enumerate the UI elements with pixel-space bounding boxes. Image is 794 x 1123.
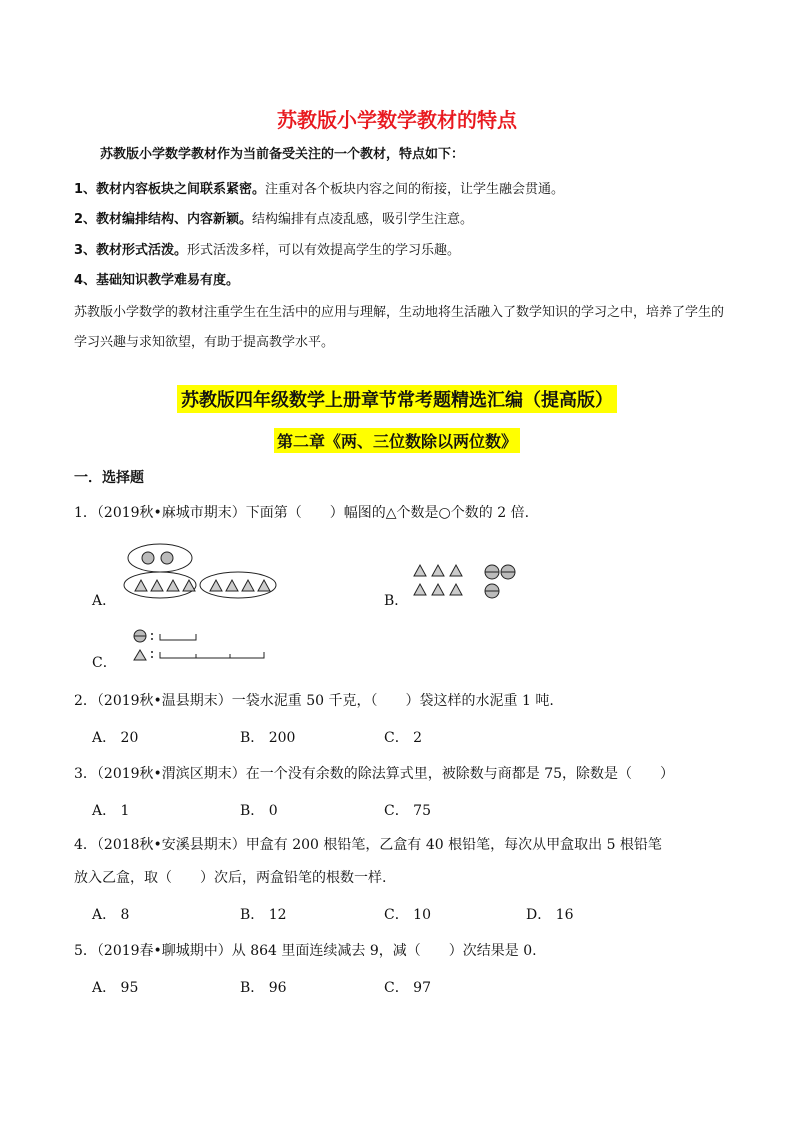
group-oval [128, 544, 192, 572]
triangle-icon [432, 565, 444, 576]
bar-segment [160, 634, 196, 640]
triangle-icon [242, 580, 254, 591]
triangle-icon [414, 584, 426, 595]
triangle-icon [151, 580, 163, 591]
question-2: 2．（2019秋•温县期末）一袋水泥重 50 千克，（ ）袋这样的水泥重 1 吨. [74, 693, 554, 709]
q2-option-a: A． 20 [92, 730, 139, 746]
q4-option-a: A． 8 [92, 907, 130, 923]
q1-option-a: A． [92, 593, 117, 609]
question-5: 5．（2019春•聊城期中）从 864 里面连续减去 9，减（ ）次结果是 0. [74, 943, 537, 959]
article-title: 苏教版小学数学教材的特点 [277, 108, 517, 132]
circle-icon [161, 552, 173, 564]
triangle-icon [167, 580, 179, 591]
section-heading: 一．选择题 [74, 470, 144, 486]
triangle-icon [210, 580, 222, 591]
question-4-continued: 放入乙盒，取（ ）次后，两盒铅笔的根数一样. [74, 870, 387, 886]
q5-option-a: A． 95 [92, 980, 139, 996]
q3-option-c: C． 75 [384, 803, 431, 819]
q5-option-c: C． 97 [384, 980, 431, 996]
q1-option-c: C． [92, 655, 117, 671]
triangle-icon [258, 580, 270, 591]
feature-text: 结构编排有点凌乱感，吸引学生注意。 [252, 212, 474, 227]
feature-item [74, 239, 460, 258]
exam-title: 苏教版四年级数学上册章节常考题精选汇编（提高版） [177, 385, 617, 413]
q2-option-b: B． 200 [240, 730, 296, 746]
feature-heading: 4、基础知识教学难易有度。 [74, 273, 240, 288]
article-intro: 苏教版小学数学教材作为当前备受关注的一个教材，特点如下： [100, 147, 465, 162]
triangle-icon [226, 580, 238, 591]
triangle-icon [414, 565, 426, 576]
colon-dot [151, 656, 153, 658]
circle-icon [142, 552, 154, 564]
feature-text: 注重对各个板块内容之间的衔接，让学生融会贯通。 [265, 182, 565, 197]
q5-option-b: B． 96 [240, 980, 287, 996]
triangle-icon [134, 650, 146, 660]
q4-option-d: D． 16 [526, 907, 574, 923]
q1-option-b: B． [384, 593, 409, 609]
q1-figure-b [408, 560, 518, 602]
triangle-icon [432, 584, 444, 595]
feature-item [74, 269, 239, 288]
chapter-title: 第二章《两、三位数除以两位数》 [274, 428, 520, 453]
article-summary: 苏教版小学数学的教材注重学生在生活中的应用与理解，生动地将生活融入了数学知识的学习之中，培养了学生的学习兴趣与求知欲望，有助于提高教学水平。 [74, 305, 725, 350]
question-3: 3．（2019秋•渭滨区期末）在一个没有余数的除法算式里，被除数与商都是 75，除数是（ ） [74, 766, 675, 782]
colon-dot [151, 651, 153, 653]
q1-figure-c [130, 626, 270, 666]
bar-segment [160, 652, 264, 658]
triangle-icon [450, 565, 462, 576]
q4-option-b: B． 12 [240, 907, 287, 923]
colon-dot [151, 638, 153, 640]
chapter-title-wrap [0, 428, 794, 453]
feature-item [74, 208, 473, 227]
q1-figure-a [120, 542, 280, 602]
feature-item [74, 178, 564, 197]
q3-option-a: A． 1 [92, 803, 130, 819]
triangle-icon [450, 584, 462, 595]
colon-dot [151, 633, 153, 635]
triangle-icon [135, 580, 147, 591]
feature-heading: 3、教材形式活泼。 [74, 243, 188, 258]
q3-option-b: B． 0 [240, 803, 278, 819]
q4-option-c: C． 10 [384, 907, 431, 923]
feature-text: 形式活泼多样，可以有效提高学生的学习乐趣。 [187, 243, 461, 258]
question-1: 1．（2019秋•麻城市期末）下面第（ ）幅图的△个数是○个数的 2 倍. [74, 505, 530, 521]
feature-heading: 2、教材编排结构、内容新颖。 [74, 212, 253, 227]
feature-heading: 1、教材内容板块之间联系紧密。 [74, 182, 266, 197]
question-4: 4．（2018秋•安溪县期末）甲盒有 200 根铅笔，乙盒有 40 根铅笔，每次从甲盒取出 5 根铅笔 [74, 837, 662, 853]
exam-title-wrap [0, 385, 794, 413]
triangle-icon [183, 580, 195, 591]
q2-option-c: C． 2 [384, 730, 423, 746]
